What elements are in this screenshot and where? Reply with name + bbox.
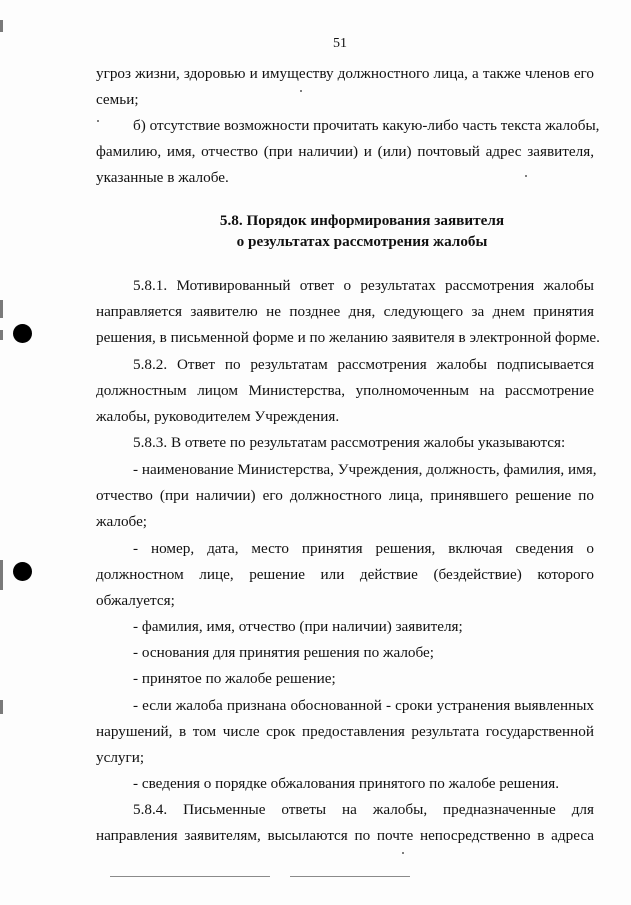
text-line: 5.8.4. Письменные ответы на жалобы, предназначенные для bbox=[133, 801, 594, 818]
binding-edge-mark bbox=[0, 330, 3, 340]
text-line: 5.8.3. В ответе по результатам рассмотрения жалобы указываются: bbox=[133, 434, 566, 451]
text-line: семьи; bbox=[96, 91, 139, 108]
text-line: - сведения о порядке обжалования принятого по жалобе решения. bbox=[133, 775, 560, 792]
text-line: угроз жизни, здоровью и имуществу должностного лица, а также членов его bbox=[96, 65, 594, 82]
text-line: - наименование Министерства, Учреждения, должность, фамилия, имя, bbox=[133, 461, 597, 478]
text-line: должностным лицом Министерства, уполномоченным на рассмотрение bbox=[96, 382, 594, 399]
section-heading-line: 5.8. Порядок информирования заявителя bbox=[219, 212, 505, 229]
page-number: 51 bbox=[333, 36, 347, 51]
text-line: б) отсутствие возможности прочитать какую-либо часть текста жалобы, bbox=[133, 117, 600, 134]
text-line: услуги; bbox=[96, 749, 145, 766]
text-line: 5.8.2. Ответ по результатам рассмотрения жалобы подписывается bbox=[133, 356, 594, 373]
text-line: решения, в письменной форме и по желанию заявителя в электронной форме. bbox=[96, 329, 600, 346]
binding-edge-mark bbox=[0, 700, 3, 714]
text-line: отчество (при наличии) его должностного лица, принявшего решение по bbox=[96, 487, 594, 504]
scan-speck bbox=[97, 120, 99, 122]
punch-hole bbox=[13, 562, 32, 581]
scan-artifact-line bbox=[290, 876, 410, 877]
text-line: - основания для принятия решения по жалобе; bbox=[133, 644, 434, 661]
text-line: обжалуется; bbox=[96, 592, 175, 609]
scan-artifact-line bbox=[110, 876, 270, 877]
text-line: 5.8.1. Мотивированный ответ о результатах рассмотрения жалобы bbox=[133, 277, 594, 294]
text-line: нарушений, в том числе срок предоставления результата государственной bbox=[96, 723, 594, 740]
text-line: жалобы, руководителем Учреждения. bbox=[96, 408, 340, 425]
text-line: фамилию, имя, отчество (при наличии) и (или) почтовый адрес заявителя, bbox=[96, 143, 594, 160]
binding-edge-mark bbox=[0, 560, 3, 590]
binding-edge-mark bbox=[0, 20, 3, 32]
text-line: жалобе; bbox=[96, 513, 148, 530]
punch-hole bbox=[13, 324, 32, 343]
text-line: - фамилия, имя, отчество (при наличии) заявителя; bbox=[133, 618, 463, 635]
text-line: - номер, дата, место принятия решения, включая сведения о bbox=[133, 540, 594, 557]
text-line: - если жалоба признана обоснованной - сроки устранения выявленных bbox=[133, 697, 594, 714]
scan-speck bbox=[402, 852, 404, 854]
binding-edge-mark bbox=[0, 300, 3, 318]
text-line: направления заявителям, высылаются по почте непосредственно в адреса bbox=[96, 827, 594, 844]
text-line: направляется заявителю не позднее дня, следующего за днем принятия bbox=[96, 303, 594, 320]
section-heading-line: о результатах рассмотрения жалобы bbox=[236, 233, 488, 250]
text-line: указанные в жалобе. bbox=[96, 169, 229, 186]
text-line: должностном лице, решение или действие (бездействие) которого bbox=[96, 566, 594, 583]
text-line: - принятое по жалобе решение; bbox=[133, 670, 336, 687]
